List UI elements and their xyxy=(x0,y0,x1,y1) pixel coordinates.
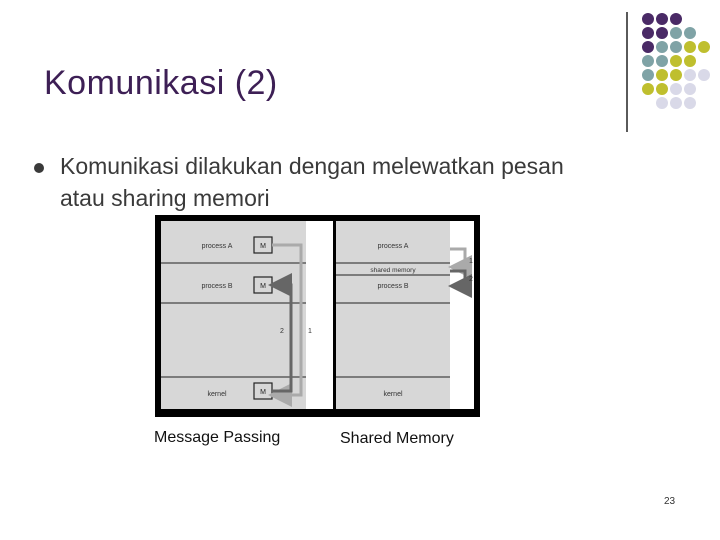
right-process-a-label: process A xyxy=(377,243,409,250)
right-arrow-1-label: 1 xyxy=(469,258,473,265)
page-number: 23 xyxy=(664,496,676,507)
left-process-a-label: process A xyxy=(201,243,233,250)
shared-memory-label: shared memory xyxy=(370,267,416,274)
slide-title: Komunikasi (2) xyxy=(44,64,278,102)
arrow-1-label: 1 xyxy=(308,328,312,335)
right-process-b-label: process B xyxy=(377,283,409,290)
ipc-diagram xyxy=(155,215,480,417)
caption-shared-memory: Shared Memory xyxy=(340,430,454,447)
title-divider-line xyxy=(626,12,628,132)
left-process-b-label: process B xyxy=(201,283,233,290)
bullet-text: Komunikasi dilakukan dengan melewatkan pesan atau sharing memori xyxy=(60,153,564,211)
decorative-dot-grid xyxy=(640,12,720,122)
right-kernel-label: kernel xyxy=(383,391,403,398)
left-kernel-label: kernel xyxy=(207,391,227,398)
message-box-a-label: M xyxy=(260,243,266,250)
left-panel xyxy=(161,221,306,409)
right-arrow-2-label: 2 xyxy=(469,276,473,283)
caption-message-passing: Message Passing xyxy=(154,429,281,446)
arrow-2-label: 2 xyxy=(280,328,284,335)
message-box-b-label: M xyxy=(260,283,266,290)
bullet-dot xyxy=(34,163,44,173)
message-box-kernel-label: M xyxy=(260,389,266,396)
